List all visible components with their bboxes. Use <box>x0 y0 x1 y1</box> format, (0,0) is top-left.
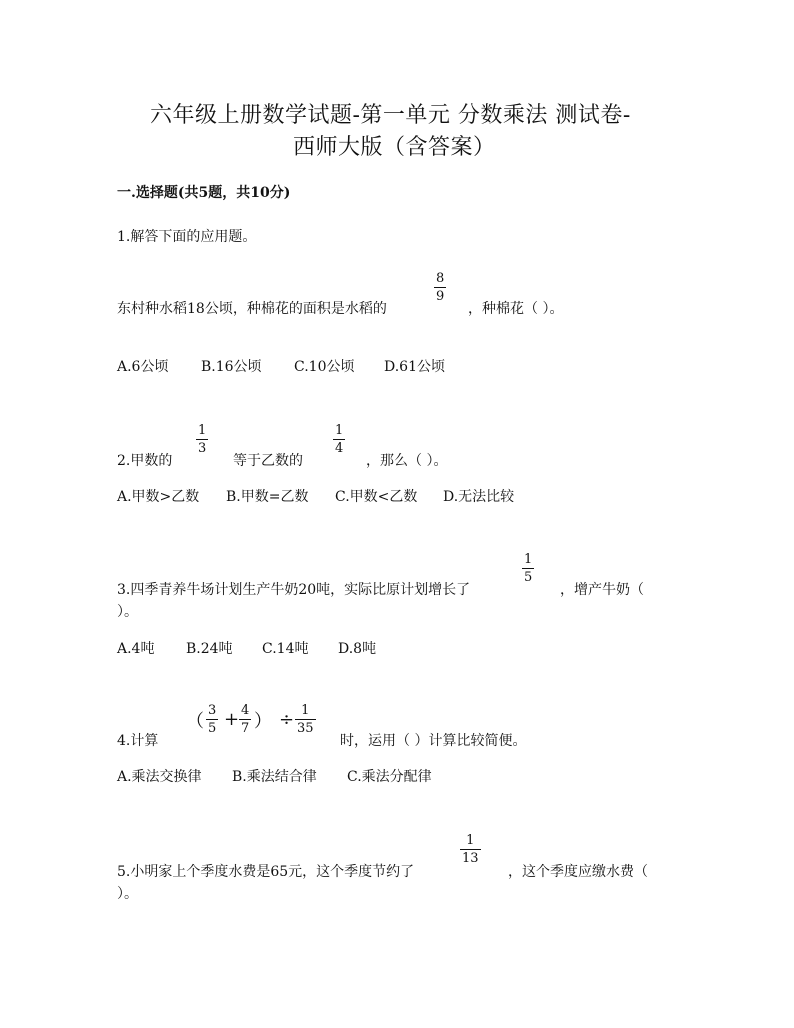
fraction-denominator: 4 <box>335 441 344 456</box>
fraction-denominator: 5 <box>524 570 533 585</box>
question-2-fraction-1 <box>196 423 208 456</box>
fraction-bar <box>522 568 534 569</box>
right-paren: ） <box>254 711 272 732</box>
fraction-bar <box>434 287 446 288</box>
question-4-option-a[interactable]: A.乘法交换律 <box>117 769 202 785</box>
fraction-numerator: 3 <box>208 703 217 718</box>
question-2-fraction-2 <box>333 423 345 456</box>
question-1-option-d[interactable]: D.61公顷 <box>384 359 445 375</box>
fraction-numerator: 1 <box>335 423 344 438</box>
question-2-text: 2.甲数的 <box>117 453 173 469</box>
question-3-option-c[interactable]: C.14吨 <box>262 641 309 657</box>
fraction-denominator: 7 <box>241 721 250 736</box>
fraction-denominator: 9 <box>436 289 445 304</box>
question-5-text: 5.小明家上个季度水费是65元，这个季度节约了 <box>117 864 415 880</box>
expression-fraction-3 <box>295 703 316 736</box>
question-1-option-b[interactable]: B.16公顷 <box>201 359 262 375</box>
question-2-option-a[interactable]: A.甲数>乙数 <box>117 489 200 505</box>
question-1-option-c[interactable]: C.10公顷 <box>294 359 355 375</box>
fraction-bar <box>295 719 316 720</box>
question-4-text: 4.计算 <box>117 733 159 749</box>
left-paren: （ <box>186 711 204 732</box>
question-3-option-a[interactable]: A.4吨 <box>117 641 155 657</box>
fraction-numerator: 8 <box>436 271 445 286</box>
question-3-text: 3.四季青养牛场计划生产牛奶20吨，实际比原计划增长了 <box>117 582 471 598</box>
fraction-numerator: 1 <box>301 703 310 718</box>
fraction-denominator: 3 <box>198 441 207 456</box>
question-3-text-end: ）。 <box>117 604 138 620</box>
question-2-option-c[interactable]: C.甲数<乙数 <box>335 489 418 505</box>
question-3-option-b[interactable]: B.24吨 <box>186 641 233 657</box>
question-1-fraction <box>434 271 446 304</box>
question-4-text-tail: 时，运用（ ）计算比较简便。 <box>340 733 527 749</box>
fraction-denominator: 5 <box>208 721 217 736</box>
question-3-text-tail: ，增产牛奶（ <box>560 582 644 598</box>
fraction-bar <box>239 719 251 720</box>
fraction-denominator: 13 <box>462 851 479 866</box>
question-3-fraction <box>522 552 534 585</box>
question-4-option-b[interactable]: B.乘法结合律 <box>232 769 317 785</box>
expression-fraction-2 <box>239 703 251 736</box>
section-heading: 一.选择题(共5题，共10分) <box>117 185 291 201</box>
fraction-bar <box>460 849 481 850</box>
question-1-option-a[interactable]: A.6公顷 <box>117 359 169 375</box>
question-5-fraction <box>460 833 481 866</box>
question-5-text-tail: ，这个季度应缴水费（ <box>508 864 648 880</box>
question-4-option-c[interactable]: C.乘法分配律 <box>347 769 432 785</box>
fraction-denominator: 35 <box>297 721 314 736</box>
fraction-bar <box>196 439 208 440</box>
fraction-numerator: 1 <box>198 423 207 438</box>
divide-sign: ÷ <box>279 709 295 730</box>
fraction-bar <box>206 719 218 720</box>
expression-fraction-1 <box>206 703 218 736</box>
question-2-option-b[interactable]: B.甲数=乙数 <box>226 489 309 505</box>
question-1-intro: 1.解答下面的应用题。 <box>117 229 257 245</box>
question-5-text-end: ）。 <box>117 886 138 902</box>
page-title-line2: 西师大版（含答案） <box>293 135 496 160</box>
fraction-bar <box>333 439 345 440</box>
fraction-numerator: 1 <box>466 833 475 848</box>
question-3-option-d[interactable]: D.8吨 <box>338 641 377 657</box>
question-2-option-d[interactable]: D.无法比较 <box>443 489 515 505</box>
question-2-text-tail: ，那么（ ）。 <box>366 453 448 469</box>
question-2-text-middle: 等于乙数的 <box>233 453 303 469</box>
question-1-text-tail: ，种棉花（ ）。 <box>468 301 564 317</box>
question-1-text: 东村种水稻18公顷，种棉花的面积是水稻的 <box>117 301 387 317</box>
plus-sign: + <box>224 709 240 730</box>
page-title-line1: 六年级上册数学试题-第一单元 分数乘法 测试卷- <box>150 103 631 128</box>
fraction-numerator: 4 <box>241 703 250 718</box>
fraction-numerator: 1 <box>524 552 533 567</box>
